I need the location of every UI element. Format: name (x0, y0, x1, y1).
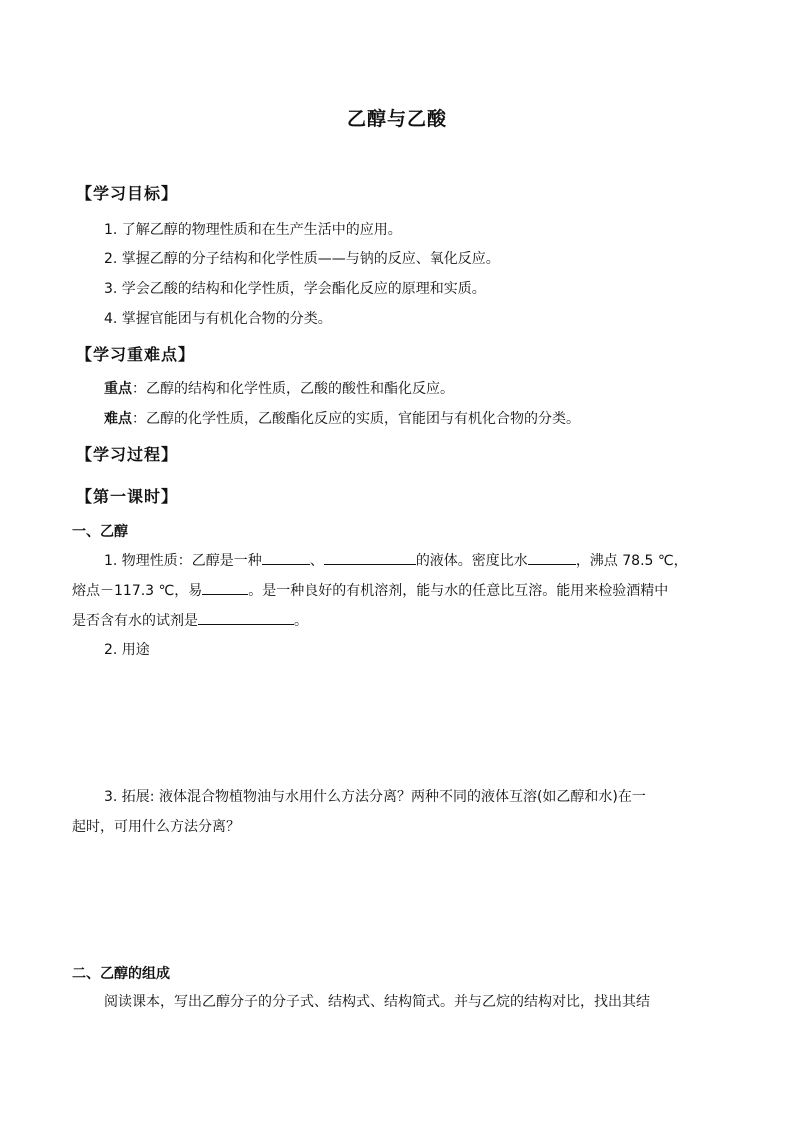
q1-text-h: 。 (294, 613, 308, 629)
answer-blank[interactable] (262, 550, 310, 565)
focus-label: 重点 (104, 381, 132, 397)
q1-text-f: 。是一种良好的有机溶剂，能与水的任意比互溶。能用来检验酒精中 (248, 583, 669, 599)
part1-heading: 一、乙醇 (72, 524, 128, 540)
objective-item-3: 3. 学会乙酸的结构和化学性质，学会酯化反应的原理和实质。 (104, 281, 486, 297)
difficulty-line (104, 409, 580, 429)
q1-text-b: 、 (309, 553, 324, 569)
part2-text: 阅读课本，写出乙醇分子的分子式、结构式、结构简式。并与乙烷的结构对比，找出其结 (104, 994, 650, 1010)
answer-blank[interactable] (202, 580, 248, 595)
extension-question-line-1: 3. 拓展: 液体混合物植物油与水用什么方法分离？两种不同的液体互溶(如乙醇和水)在一 (104, 789, 646, 805)
physical-properties-line-2 (72, 580, 668, 601)
physical-properties-line-1 (104, 550, 688, 571)
difficulty-text: ：乙醇的化学性质，乙酸酯化反应的实质，官能团与有机化合物的分类。 (132, 411, 580, 427)
difficulty-label: 难点 (104, 411, 132, 427)
q1-text-d: ，沸点 78.5 ℃， (575, 553, 688, 569)
objectives-heading: 【学习目标】 (76, 184, 179, 203)
q1-text-e: 熔点－117.3 ℃，易 (72, 583, 203, 599)
lesson-heading: 【第一课时】 (76, 487, 179, 506)
page-title: 乙醇与乙酸 (346, 108, 447, 130)
process-heading: 【学习过程】 (76, 445, 179, 464)
answer-blank[interactable] (198, 610, 294, 625)
focus-text: ：乙醇的结构和化学性质，乙酸的酸性和酯化反应。 (132, 381, 454, 397)
q1-text-g: 是否含有水的试剂是 (72, 613, 198, 629)
key-points-heading: 【学习重难点】 (76, 345, 196, 364)
part2-heading: 二、乙醇的组成 (72, 966, 170, 982)
objective-item-4: 4. 掌握官能团与有机化合物的分类。 (104, 311, 332, 327)
extension-question-line-2: 起时，可用什么方法分离？ (72, 819, 240, 835)
objective-item-1: 1. 了解乙醇的物理性质和在生产生活中的应用。 (104, 222, 402, 238)
answer-blank[interactable] (324, 550, 416, 565)
q1-text-c: 的液体。密度比水 (415, 553, 528, 569)
uses-label: 2. 用途 (104, 642, 150, 658)
physical-properties-line-3 (72, 610, 308, 631)
q1-text-a: 1. 物理性质：乙醇是一种 (104, 553, 262, 569)
focus-line (104, 379, 454, 399)
answer-blank[interactable] (528, 550, 576, 565)
objective-item-2: 2. 掌握乙醇的分子结构和化学性质——与钠的反应、氧化反应。 (104, 251, 500, 267)
